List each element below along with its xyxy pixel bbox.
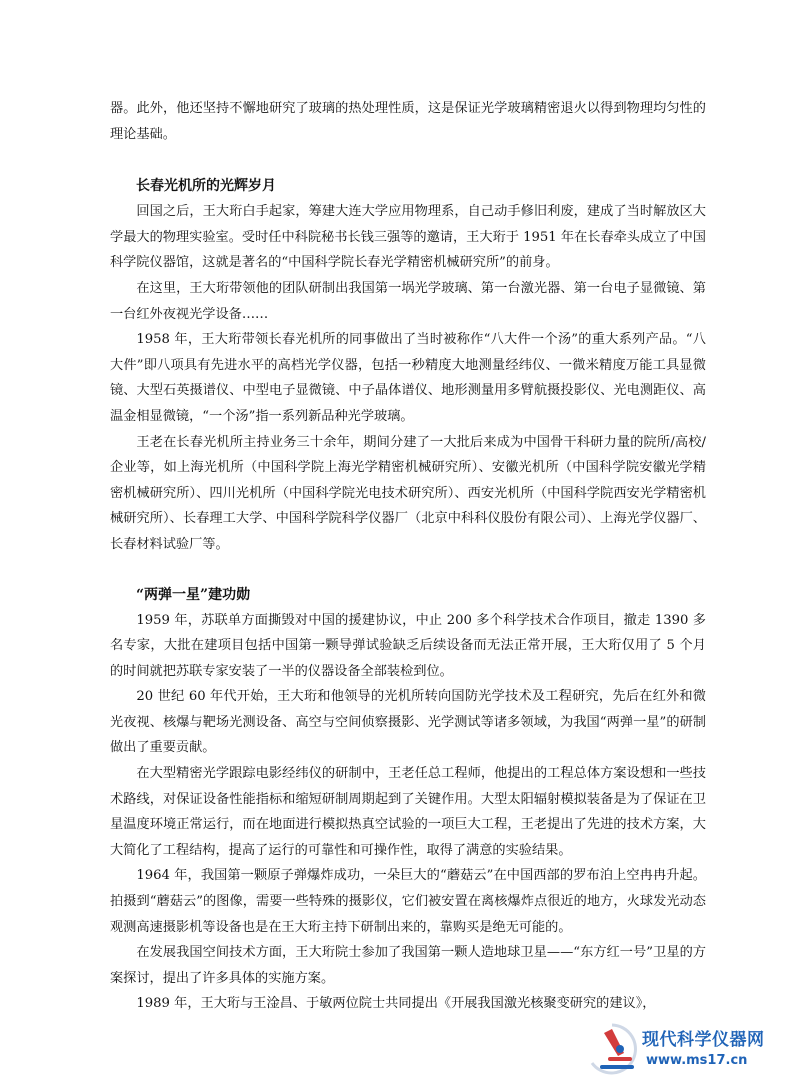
- paragraph: 1959 年，苏联单方面撕毁对中国的援建协议，中止 200 多个科学技术合作项目，撤走 1390 多名专家，大批在建项目包括中国第一颗导弹试验缺乏后续设备而无法正常开展，王大珩仅用了 5 个月的时间就把苏联专家安装了一半的仪器设备全部装检到位。: [110, 612, 706, 679]
- paragraph: 1989 年，王大珩与王淦昌、于敏两位院士共同提出《开展我国激光核聚变研究的建议》，: [136, 996, 656, 1012]
- paragraph: 器。此外，他还坚持不懈地研究了玻璃的热处理性质，这是保证光学玻璃精密退火以得到物理均匀性的理论基础。: [110, 101, 706, 142]
- paragraph: 在大型精密光学跟踪电影经纬仪的研制中，王老任总工程师，他提出的工程总体方案设想和一些技术路线，对保证设备性能指标和缩短研制周期起到了关键作用。大型太阳辐射模拟装备是为了保证在卫星温度环境正常运行，而在地面进行模拟热真空试验的一项巨大工程，王老提出了先进的技术方案，大大简化了工程结构，提高了运行的可靠性和可操作性，取得了满意的实验结果。: [110, 766, 706, 858]
- watermark-title: 现代科学仪器网: [642, 1030, 765, 1050]
- watermark-url: www.ms17.cn: [646, 1053, 748, 1068]
- paragraph: 王老在长春光机所主持业务三十余年，期间分建了一大批后来成为中国骨干科研力量的院所/高校/企业等，如上海光机所（中国科学院上海光学精密机械研究所）、安徽光机所（中国科学院安徽光学精密机械研究所）、四川光机所（中国科学院光电技术研究所）、西安光机所（中国科学院西安光学精密机械研究所）、长春理工大学、中国科学院科学仪器厂（北京中科科仪股份有限公司）、上海光学仪器厂、长春材料试验厂等。: [110, 434, 706, 552]
- paragraph: 在发展我国空间技术方面，王大珩院士参加了我国第一颗人造地球卫星——“东方红一号”卫星的方案探讨，提出了许多具体的实施方案。: [110, 945, 706, 986]
- paragraph: 1964 年，我国第一颗原子弹爆炸成功，一朵巨大的“蘑菇云”在中国西部的罗布泊上空冉冉升起。拍摄到“蘑菇云”的图像，需要一些特殊的摄影仪，它们被安置在离核爆炸点很近的地方，火球发光动态观测高速摄影机等设备也是在王大珩主持下研制出来的，靠购买是绝无可能的。: [110, 868, 706, 935]
- paragraph: 1958 年，王大珩带领长春光机所的同事做出了当时被称作“八大件一个汤”的重大系列产品。“八大件”即八项具有先进水平的高档光学仪器，包括一秒精度大地测量经纬仪、一微米精度万能工具显微镜、大型石英摄谱仪、中型电子显微镜、中子晶体谱仪、地形测量用多臂航摄投影仪、光电测距仪、高温金相显微镜，“一个汤”指一系列新品种光学玻璃。: [110, 332, 706, 424]
- section-heading: 长春光机所的光辉岁月: [136, 178, 276, 195]
- site-watermark: [582, 1019, 792, 1079]
- paragraph: 回国之后，王大珩白手起家，筹建大连大学应用物理系，自己动手修旧利废，建成了当时解放区大学最大的物理实验室。受时任中科院秘书长钱三强等的邀请，王大珩于 1951 年在长春牵头成立了中国科学院仪器馆，这就是著名的“中国科学院长春光学精密机械研究所”的前身。: [110, 204, 706, 271]
- paragraph: 在这里，王大珩带领他的团队研制出我国第一埚光学玻璃、第一台激光器、第一台电子显微镜、第一台红外夜视光学设备……: [110, 280, 706, 322]
- microscope-logo-icon: [582, 1019, 642, 1079]
- paragraph: 20 世纪 60 年代开始，王大珩和他领导的光机所转向国防光学技术及工程研究，先后在红外和微光夜视、核爆与靶场光测设备、高空与空间侦察摄影、光学测试等诸多领域，为我国“两弹一星”的研制做出了重要贡献。: [110, 689, 706, 756]
- document-body: [110, 96, 706, 1017]
- section-heading: “两弹一星”建功勋: [136, 586, 251, 603]
